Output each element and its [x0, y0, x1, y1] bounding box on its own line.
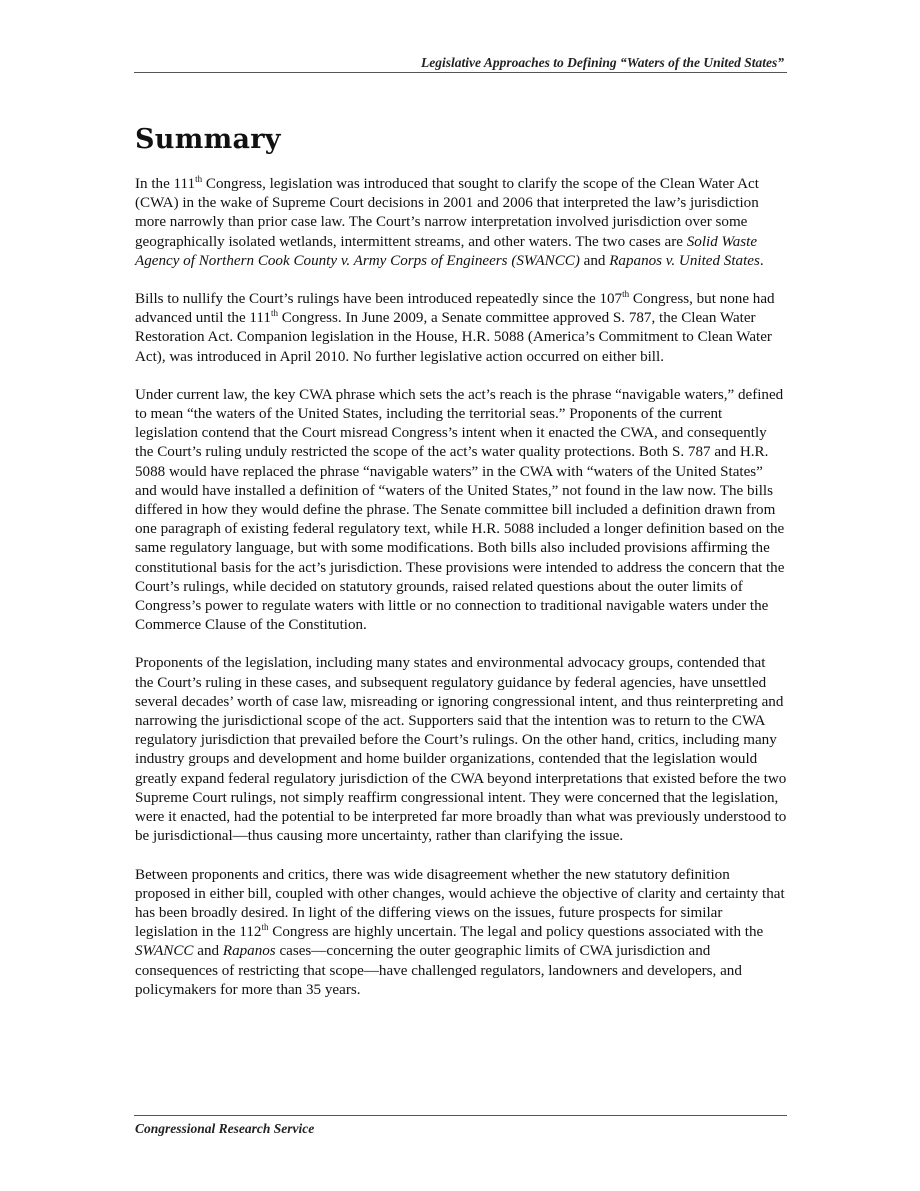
header-divider: [134, 72, 787, 73]
summary-body: [135, 175, 787, 1019]
running-footer: Congressional Research Service: [135, 1121, 315, 1136]
running-header: Legislative Approaches to Defining “Waters of the United States”: [421, 55, 784, 70]
case-name: SWANCC: [135, 943, 194, 960]
text-run: and: [193, 943, 223, 960]
page-title: Summary: [135, 124, 281, 155]
text-run: Congress, but none had advanced until the 111: [135, 291, 775, 327]
text-run: Bills to nullify the Court’s rulings have been introduced repeatedly since the 107: [135, 291, 623, 308]
text-run: Congress are highly uncertain. The legal and policy questions associated with the: [268, 924, 764, 941]
text-run: .: [759, 252, 764, 269]
paragraph-2: [135, 290, 787, 367]
text-run: In the 111: [135, 176, 196, 192]
ordinal-superscript: th: [270, 308, 278, 319]
text-run: Congress, legislation was introduced that sought to clarify the scope of the Clean Water Act (CWA) in the wake of Supreme Court decisions in 2001 and 2006 that interpreted the law’s jurisdiction more narrowly than prior case law. The Court’s narrow interpretation involved jurisdiction over some geographically isolated wetlands, intermittent streams, and other waters. The two cases are: [135, 176, 759, 250]
text-run: Between proponents and critics, there was wide disagreement whether the new statutory definition proposed in either bill, coupled with other changes, would achieve the objective of clarity and certainty that has been broadly desired. In light of the differing views on the issues, future prospects for similar legislation in the 112: [135, 866, 785, 941]
paragraph-3: Under current law, the key CWA phrase which sets the act’s reach is the phrase “navigable waters,” defined to mean “the waters of the United States, including the territorial seas.” Proponents of the current legislation contend that the Court misread Congress’s intent when it enacted the CWA, and consequently the Court’s ruling unduly restricted the scope of the act’s water quality protections. Both S. 787 and H.R. 5088 would have replaced the phrase “navigable waters” in the CWA with “waters of the United States” and would have installed a definition of “waters of the United States,” not found in the law now. The bills differed in how they would define the phrase. The Senate committee bill included a definition drawn from one paragraph of existing federal regulatory text, while H.R. 5088 included a longer definition based on the same regulatory language, but with some modifications. Both bills also included provisions affirming the constitutional basis for the act’s jurisdiction. These provisions were intended to address the concern that the Court’s rulings, while decided on statutory grounds, raised related questions about the outer limits of Congress’s power to regulate waters with little or no connection to traditional navigable waters under the Commerce Clause of the Constitution.: [135, 386, 785, 634]
text-run: Congress. In June 2009, a Senate committee approved S. 787, the Clean Water Restoration Act. Companion legislation in the House, H.R. 5088 (America’s Commitment to Clean Water Act), was introduced in April 2010. No further legislative action occurred on either bill.: [135, 310, 772, 365]
text-run: cases—concerning the outer geographic limits of CWA jurisdiction and consequences of restricting that scope—have challenged regulators, landowners and developers, and policymakers for more than 35 years.: [135, 943, 742, 998]
case-name: Rapanos: [222, 943, 276, 960]
ordinal-superscript: th: [622, 289, 630, 300]
footer-divider: [134, 1115, 787, 1116]
case-name: Solid Waste Agency of Northern Cook County v. Army Corps of Engineers (SWANCC): [135, 233, 758, 269]
case-name: Rapanos v. United States: [609, 252, 760, 269]
text-run: and: [579, 252, 610, 269]
paragraph-5: [135, 866, 787, 1000]
ordinal-superscript: th: [261, 922, 269, 933]
paragraph-1: [135, 175, 787, 271]
paragraph-4: Proponents of the legislation, including many states and environmental advocacy groups, contended that the Court’s ruling in these cases, and subsequent regulatory guidance by federal agencies, have unsettled several decades’ worth of case law, misreading or ignoring congressional intent, and thus reinterpreting and narrowing the jurisdictional scope of the act. Supporters said that the intention was to return to the CWA regulatory jurisdiction that prevailed before the Court’s rulings. On the other hand, critics, including many industry groups and development and home builder organizations, contended that the legislation would greatly expand federal regulatory jurisdiction of the CWA beyond interpretations that existed before the two Supreme Court rulings, not simply reaffirm congressional intent. They were concerned that the legislation, were it enacted, had the potential to be interpreted far more broadly than what was previously understood to be jurisdictional—thus causing more uncertainty, rather than clarifying the issue.: [135, 655, 787, 845]
ordinal-superscript: th: [195, 174, 203, 184]
